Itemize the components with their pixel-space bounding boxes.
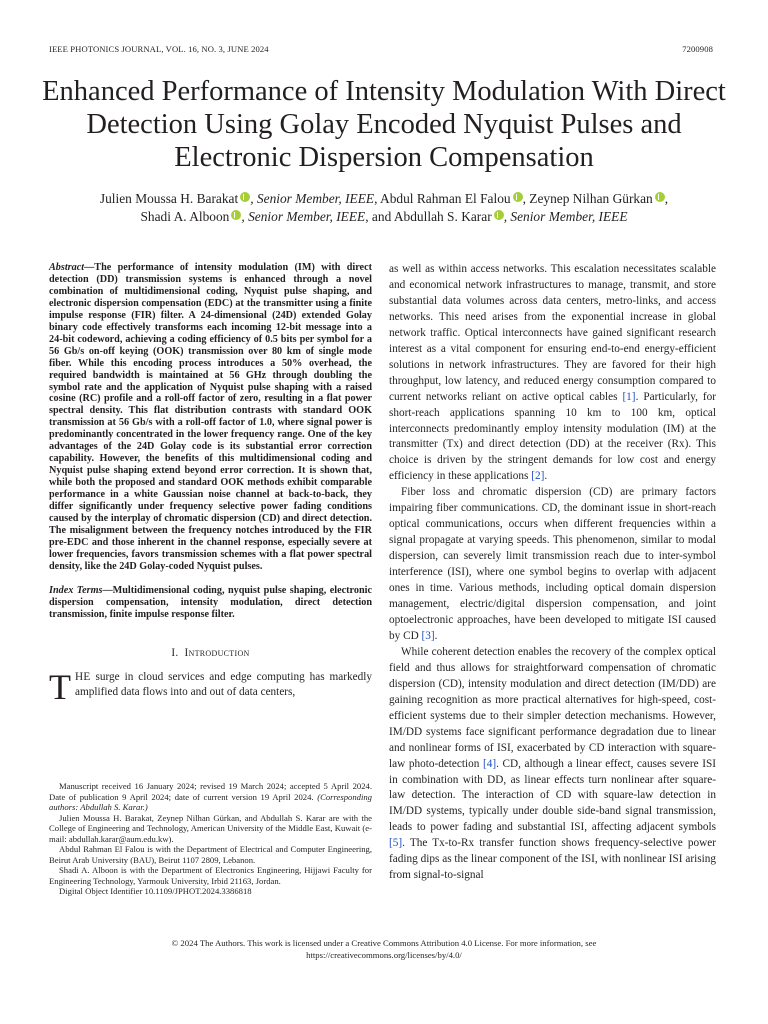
orcid-icon[interactable] bbox=[240, 192, 250, 202]
abstract-text: —The performance of intensity modulation (IM) with direct detection (DD) transmission systems is enhanced through a novel combination of multidimensional coding, Nyquist pulse shaping, and electronic dispersion compensation (EDC) at the transmitter using a finite impulse response (FIR) filter. A 24-dimensional (24D) extended Golay binary code effectively transforms each incoming 12-bit message into a 24-bit codeword, achieving a coding efficiency of 0.5 bits per symbol for a 56 Gb/s on-off keying (OOK) transmission over 80 km of single mode fiber. While this encoding process introduces a 50% overhead, the required bandwidth is maintained at 56 GHz through doubling the symbol rate and the application of Nyquist pulse shaping with a raised cosine (RC) profile and a roll-off factor of zero, resulting in a flat power spectral density. This flat distribution contrasts with standard OOK transmission at 56 Gb/s with a roll-off factor of 1.0, where signal power is predominantly concentrated in the lower frequency range. One of the key advantages of the 24D Golay code is its substantial error correction capability. However, the benefits of this multidimensional coding and Nyquist pulse shaping extend beyond error correction. It is shown that, while both the proposed and standard OOK methods exhibit comparable performance in a white Gaussian noise channel at back-to-back, they differ significantly under frequency selective power fading conditions caused by the interplay of chromatic dispersion (CD) and direct detection. The misalignment between the frequency notches introduced by the FIR pre-EDC and those inherent in the channel response, especially severe at lower frequencies, favors transmission schemes with a flat power spectral density, like the 24D Golay-coded Nyquist pulses. bbox=[49, 262, 372, 572]
orcid-icon[interactable] bbox=[494, 210, 504, 220]
abstract bbox=[49, 262, 372, 573]
author-membership: , Senior Member, IEEE bbox=[250, 191, 375, 206]
license-text: © 2024 The Authors. This work is licensed under a Creative Commons Attribution 4.0 License. For more information, see bbox=[171, 938, 597, 948]
footnotes bbox=[49, 781, 372, 897]
index-terms bbox=[49, 585, 372, 621]
section-number: I. bbox=[171, 646, 179, 659]
right-column bbox=[389, 262, 716, 884]
citation-link[interactable]: [3] bbox=[421, 629, 435, 642]
license-notice bbox=[60, 938, 708, 961]
orcid-icon[interactable] bbox=[655, 192, 665, 202]
drop-cap: T bbox=[49, 666, 71, 707]
citation-link[interactable]: [2] bbox=[531, 470, 545, 483]
author-name: Julien Moussa H. Barakat bbox=[99, 191, 239, 206]
article-number: 7200908 bbox=[682, 44, 713, 54]
paper-title: Enhanced Performance of Intensity Modulation With Direct Detection Using Golay Encoded Nyquist Pulses and Electronic Dispersion Compensation bbox=[42, 76, 726, 173]
footnote-dates: Manuscript received 16 January 2024; revised 19 March 2024; accepted 5 April 2024. Date of publication 9 April 2024; date of current version 19 April 2024. (Corresponding authors: Abdullah S. Karar.) bbox=[49, 781, 372, 812]
intro-text: surge in cloud services and edge computing has markedly amplified data flows into and out of data centers, bbox=[75, 670, 372, 699]
orcid-icon[interactable] bbox=[231, 210, 241, 220]
author-name: Shadi A. Alboon bbox=[140, 209, 230, 224]
license-url[interactable]: https://creativecommons.org/licenses/by/4.0/ bbox=[306, 949, 462, 960]
body-paragraph: While coherent detection enables the recovery of the complex optical field and thus allows for straightforward compensation of chromatic dispersion (CD), intensity modulation and direct detection (IM/DD) are gaining recognition as more practical alternatives for high-speed, cost-efficient systems due to their simpler detection mechanisms. However, IM/DD systems face significant performance degradation due to linear and nonlinear forms of ISI, exacerbated by CD interaction with square-law photo-detection [4]. CD, although a linear effect, causes severe ISI in combination with DD, as linear effects turn nonlinear after square-law detection. The interaction of CD with square-law detection in IM/DD systems, typically under double side-band signal transmission, leads to power fading and substantial ISI, affecting adjacent symbols [5]. The Tx-to-Rx transfer function shows frequency-selective power fading dips as the linear component of the ISI, with nonlinear ISI arising from signal-to-signal bbox=[389, 645, 716, 882]
index-terms-text: —Multidimensional coding, nyquist pulse shaping, electronic dispersion compensation, intensity modulation, direct detection transmission, finite impulse response filter. bbox=[49, 584, 372, 620]
body-paragraph: Fiber loss and chromatic dispersion (CD) are primary factors impairing fiber communications. CD, the dominant issue in short-reach optical communications, occurs when different frequencies within a signal propagate at varying speeds. This phenomenon, similar to modal dispersion, can severely limit transmission reach due to inter-symbol interference (ISI), where one symbol begins to overlap with adjacent ones in time. Various methods, including optical domain dispersion management, electric/digital dispersion compensation, and joint optoelectronic approaches, have been developed to mitigate ISI caused by CD [3]. bbox=[389, 486, 716, 642]
section-title: Introduction bbox=[184, 646, 250, 659]
citation-link[interactable]: [4] bbox=[483, 757, 497, 770]
index-terms-label: Index Terms bbox=[49, 584, 103, 596]
author-name: , and Abdullah S. Karar bbox=[365, 209, 492, 224]
citation-link[interactable]: [5] bbox=[389, 837, 403, 850]
left-column bbox=[49, 262, 372, 707]
author-membership: , Senior Member, IEEE bbox=[503, 209, 628, 224]
author-list bbox=[40, 190, 728, 226]
footnote-affiliation: Julien Moussa H. Barakat, Zeynep Nilhan Gürkan, and Abdullah S. Karar are with the College of Engineering and Technology, American University of the Middle East, Kuwait (e-mail: abdullah.karar@aum.edu.kw). bbox=[49, 812, 372, 844]
author-separator: , bbox=[664, 191, 669, 206]
author-name: , Zeynep Nilhan Gürkan bbox=[522, 191, 653, 206]
footnote-affiliation: Abdul Rahman El Falou is with the Department of Electrical and Computer Engineering, Beirut Arab University (BAU), Beirut 1107 2809, Lebanon. bbox=[49, 844, 372, 865]
orcid-icon[interactable] bbox=[513, 192, 523, 202]
corresponding-authors: (Corresponding authors: Abdullah S. Karar.) bbox=[49, 791, 372, 812]
author-membership: , Senior Member, IEEE bbox=[241, 209, 366, 224]
body-paragraph: as well as within access networks. This escalation necessitates scalable and economical network infrastructures to manage, transmit, and store substantial data volumes across data centers, metro-links, and access networks. This need arises from the exponential increase in global network traffic. Optical interconnects have gained significant research interest as a vital component for ensuring end-to-end energy-efficient solutions in network infrastructures. They are favored for their high throughput, low latency, and reduced energy consumption compared to current networks reliant on active optical cables [1]. Particularly, for short-reach applications spanning 10 km to 100 km, optical interconnects predominantly employ intensity modulation (IM) at the transmitter (Tx) and direct detection (DD) at the receiver (Rx). This choice is driven by the stringent demands for low cost and energy efficiency in these applications [2]. bbox=[389, 263, 716, 483]
intro-paragraph bbox=[49, 666, 372, 707]
running-head bbox=[49, 44, 713, 56]
section-heading bbox=[49, 646, 372, 662]
citation-link[interactable]: [1] bbox=[622, 390, 636, 403]
journal-citation: IEEE PHOTONICS JOURNAL, VOL. 16, NO. 3, JUNE 2024 bbox=[49, 44, 269, 54]
footnote-doi: Digital Object Identifier 10.1109/JPHOT.2024.3386818 bbox=[59, 886, 252, 896]
intro-first-word: HE bbox=[75, 670, 91, 683]
abstract-label: Abstract bbox=[49, 262, 85, 273]
footnote-affiliation: Shadi A. Alboon is with the Department of Electronics Engineering, Hijjawi Faculty for Engineering Technology, Yarmouk University, Irbid 21163, Jordan. bbox=[49, 865, 372, 886]
author-name: , Abdul Rahman El Falou bbox=[374, 191, 511, 206]
